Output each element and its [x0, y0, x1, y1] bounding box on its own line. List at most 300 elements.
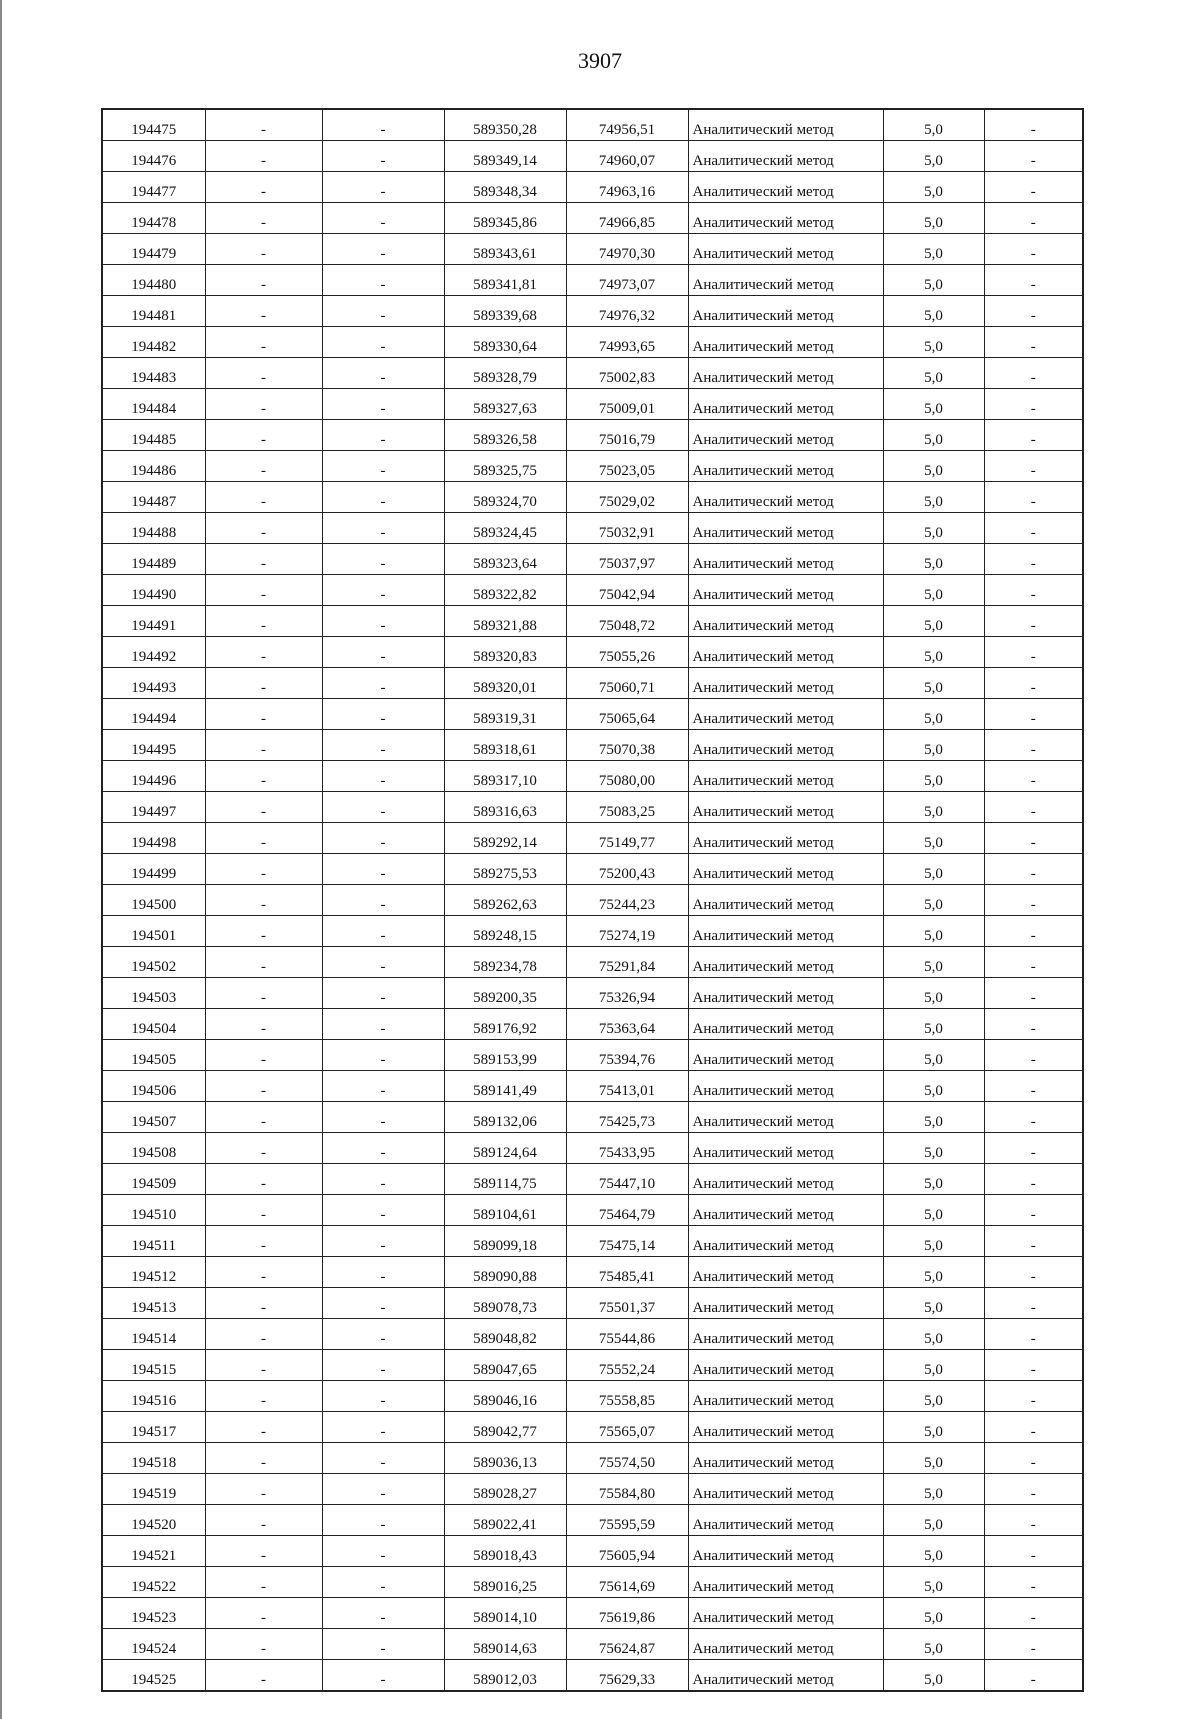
table-row — [102, 668, 1083, 699]
x-coordinate-cell: 589321,88 — [444, 606, 566, 637]
empty-cell-b: - — [322, 1598, 444, 1629]
x-coordinate-cell: 589248,15 — [444, 916, 566, 947]
table-row — [102, 234, 1083, 265]
empty-cell-c: - — [984, 761, 1083, 792]
method-cell: Аналитический метод — [688, 1319, 883, 1350]
empty-cell-c: - — [984, 792, 1083, 823]
empty-cell-c: - — [984, 420, 1083, 451]
point-number-cell: 194481 — [102, 296, 205, 327]
empty-cell-a: - — [205, 1474, 322, 1505]
method-cell: Аналитический метод — [688, 234, 883, 265]
table-row — [102, 606, 1083, 637]
empty-cell-c: - — [984, 823, 1083, 854]
accuracy-cell: 5,0 — [883, 420, 984, 451]
method-cell: Аналитический метод — [688, 172, 883, 203]
y-coordinate-cell: 75023,05 — [566, 451, 688, 482]
empty-cell-b: - — [322, 1195, 444, 1226]
empty-cell-a: - — [205, 1536, 322, 1567]
empty-cell-c: - — [984, 668, 1083, 699]
x-coordinate-cell: 589028,27 — [444, 1474, 566, 1505]
empty-cell-a: - — [205, 1133, 322, 1164]
accuracy-cell: 5,0 — [883, 730, 984, 761]
table-row — [102, 172, 1083, 203]
empty-cell-a: - — [205, 109, 322, 141]
accuracy-cell: 5,0 — [883, 854, 984, 885]
y-coordinate-cell: 75614,69 — [566, 1567, 688, 1598]
y-coordinate-cell: 75629,33 — [566, 1660, 688, 1692]
y-coordinate-cell: 75060,71 — [566, 668, 688, 699]
empty-cell-a: - — [205, 296, 322, 327]
accuracy-cell: 5,0 — [883, 978, 984, 1009]
point-number-cell: 194487 — [102, 482, 205, 513]
method-cell: Аналитический метод — [688, 1567, 883, 1598]
method-cell: Аналитический метод — [688, 1133, 883, 1164]
table-row — [102, 730, 1083, 761]
accuracy-cell: 5,0 — [883, 1288, 984, 1319]
empty-cell-b: - — [322, 1133, 444, 1164]
method-cell: Аналитический метод — [688, 792, 883, 823]
table-row — [102, 761, 1083, 792]
y-coordinate-cell: 75048,72 — [566, 606, 688, 637]
table-row — [102, 1660, 1083, 1692]
method-cell: Аналитический метод — [688, 823, 883, 854]
accuracy-cell: 5,0 — [883, 109, 984, 141]
table-row — [102, 978, 1083, 1009]
table-row — [102, 916, 1083, 947]
empty-cell-a: - — [205, 1319, 322, 1350]
empty-cell-a: - — [205, 854, 322, 885]
accuracy-cell: 5,0 — [883, 1133, 984, 1164]
method-cell: Аналитический метод — [688, 1505, 883, 1536]
empty-cell-c: - — [984, 1102, 1083, 1133]
method-cell: Аналитический метод — [688, 1288, 883, 1319]
x-coordinate-cell: 589046,16 — [444, 1381, 566, 1412]
y-coordinate-cell: 74976,32 — [566, 296, 688, 327]
empty-cell-c: - — [984, 947, 1083, 978]
accuracy-cell: 5,0 — [883, 451, 984, 482]
x-coordinate-cell: 589327,63 — [444, 389, 566, 420]
empty-cell-a: - — [205, 978, 322, 1009]
method-cell: Аналитический метод — [688, 1598, 883, 1629]
method-cell: Аналитический метод — [688, 296, 883, 327]
x-coordinate-cell: 589330,64 — [444, 327, 566, 358]
y-coordinate-cell: 75080,00 — [566, 761, 688, 792]
empty-cell-b: - — [322, 1474, 444, 1505]
empty-cell-b: - — [322, 1660, 444, 1692]
y-coordinate-cell: 74966,85 — [566, 203, 688, 234]
empty-cell-a: - — [205, 1164, 322, 1195]
accuracy-cell: 5,0 — [883, 1319, 984, 1350]
table-row — [102, 203, 1083, 234]
empty-cell-c: - — [984, 1629, 1083, 1660]
y-coordinate-cell: 75070,38 — [566, 730, 688, 761]
point-number-cell: 194493 — [102, 668, 205, 699]
method-cell: Аналитический метод — [688, 1226, 883, 1257]
method-cell: Аналитический метод — [688, 1629, 883, 1660]
y-coordinate-cell: 74993,65 — [566, 327, 688, 358]
empty-cell-b: - — [322, 637, 444, 668]
y-coordinate-cell: 75574,50 — [566, 1443, 688, 1474]
accuracy-cell: 5,0 — [883, 1536, 984, 1567]
method-cell: Аналитический метод — [688, 513, 883, 544]
table-row — [102, 1350, 1083, 1381]
empty-cell-c: - — [984, 1226, 1083, 1257]
x-coordinate-cell: 589343,61 — [444, 234, 566, 265]
empty-cell-b: - — [322, 109, 444, 141]
empty-cell-a: - — [205, 916, 322, 947]
point-number-cell: 194499 — [102, 854, 205, 885]
y-coordinate-cell: 75029,02 — [566, 482, 688, 513]
y-coordinate-cell: 75149,77 — [566, 823, 688, 854]
x-coordinate-cell: 589348,34 — [444, 172, 566, 203]
empty-cell-a: - — [205, 699, 322, 730]
x-coordinate-cell: 589018,43 — [444, 1536, 566, 1567]
empty-cell-c: - — [984, 854, 1083, 885]
y-coordinate-cell: 75291,84 — [566, 947, 688, 978]
y-coordinate-cell: 75032,91 — [566, 513, 688, 544]
table-row — [102, 1288, 1083, 1319]
empty-cell-a: - — [205, 358, 322, 389]
empty-cell-c: - — [984, 544, 1083, 575]
point-number-cell: 194521 — [102, 1536, 205, 1567]
empty-cell-c: - — [984, 1505, 1083, 1536]
method-cell: Аналитический метод — [688, 1350, 883, 1381]
table-row — [102, 699, 1083, 730]
empty-cell-a: - — [205, 389, 322, 420]
empty-cell-b: - — [322, 389, 444, 420]
y-coordinate-cell: 75595,59 — [566, 1505, 688, 1536]
accuracy-cell: 5,0 — [883, 1040, 984, 1071]
table-row — [102, 513, 1083, 544]
empty-cell-c: - — [984, 1660, 1083, 1692]
method-cell: Аналитический метод — [688, 1381, 883, 1412]
empty-cell-c: - — [984, 1381, 1083, 1412]
table-row — [102, 947, 1083, 978]
empty-cell-b: - — [322, 141, 444, 172]
method-cell: Аналитический метод — [688, 203, 883, 234]
empty-cell-c: - — [984, 1040, 1083, 1071]
table-row — [102, 1412, 1083, 1443]
point-number-cell: 194505 — [102, 1040, 205, 1071]
point-number-cell: 194518 — [102, 1443, 205, 1474]
table-row — [102, 1567, 1083, 1598]
page-number: 3907 — [578, 48, 622, 73]
point-number-cell: 194507 — [102, 1102, 205, 1133]
empty-cell-b: - — [322, 668, 444, 699]
empty-cell-a: - — [205, 1350, 322, 1381]
accuracy-cell: 5,0 — [883, 482, 984, 513]
y-coordinate-cell: 75200,43 — [566, 854, 688, 885]
method-cell: Аналитический метод — [688, 109, 883, 141]
x-coordinate-cell: 589322,82 — [444, 575, 566, 606]
y-coordinate-cell: 75565,07 — [566, 1412, 688, 1443]
y-coordinate-cell: 75055,26 — [566, 637, 688, 668]
empty-cell-b: - — [322, 1505, 444, 1536]
accuracy-cell: 5,0 — [883, 1598, 984, 1629]
accuracy-cell: 5,0 — [883, 1505, 984, 1536]
point-number-cell: 194479 — [102, 234, 205, 265]
empty-cell-a: - — [205, 823, 322, 854]
empty-cell-b: - — [322, 482, 444, 513]
point-number-cell: 194482 — [102, 327, 205, 358]
empty-cell-a: - — [205, 1071, 322, 1102]
table-row — [102, 296, 1083, 327]
x-coordinate-cell: 589141,49 — [444, 1071, 566, 1102]
table-row — [102, 792, 1083, 823]
x-coordinate-cell: 589132,06 — [444, 1102, 566, 1133]
empty-cell-a: - — [205, 668, 322, 699]
empty-cell-b: - — [322, 1443, 444, 1474]
point-number-cell: 194516 — [102, 1381, 205, 1412]
x-coordinate-cell: 589090,88 — [444, 1257, 566, 1288]
point-number-cell: 194500 — [102, 885, 205, 916]
empty-cell-c: - — [984, 637, 1083, 668]
x-coordinate-cell: 589047,65 — [444, 1350, 566, 1381]
accuracy-cell: 5,0 — [883, 761, 984, 792]
x-coordinate-cell: 589324,70 — [444, 482, 566, 513]
empty-cell-c: - — [984, 1195, 1083, 1226]
accuracy-cell: 5,0 — [883, 1226, 984, 1257]
point-number-cell: 194515 — [102, 1350, 205, 1381]
empty-cell-b: - — [322, 606, 444, 637]
accuracy-cell: 5,0 — [883, 1164, 984, 1195]
x-coordinate-cell: 589292,14 — [444, 823, 566, 854]
x-coordinate-cell: 589012,03 — [444, 1660, 566, 1692]
table-row — [102, 1629, 1083, 1660]
x-coordinate-cell: 589326,58 — [444, 420, 566, 451]
y-coordinate-cell: 75464,79 — [566, 1195, 688, 1226]
accuracy-cell: 5,0 — [883, 544, 984, 575]
empty-cell-c: - — [984, 1288, 1083, 1319]
empty-cell-b: - — [322, 1009, 444, 1040]
method-cell: Аналитический метод — [688, 358, 883, 389]
x-coordinate-cell: 589349,14 — [444, 141, 566, 172]
coordinates-table-body — [102, 109, 1083, 1691]
empty-cell-a: - — [205, 420, 322, 451]
table-row — [102, 482, 1083, 513]
table-row — [102, 823, 1083, 854]
empty-cell-c: - — [984, 1598, 1083, 1629]
x-coordinate-cell: 589319,31 — [444, 699, 566, 730]
y-coordinate-cell: 75037,97 — [566, 544, 688, 575]
method-cell: Аналитический метод — [688, 1443, 883, 1474]
point-number-cell: 194514 — [102, 1319, 205, 1350]
empty-cell-b: - — [322, 1319, 444, 1350]
x-coordinate-cell: 589325,75 — [444, 451, 566, 482]
empty-cell-c: - — [984, 1319, 1083, 1350]
x-coordinate-cell: 589328,79 — [444, 358, 566, 389]
empty-cell-c: - — [984, 358, 1083, 389]
y-coordinate-cell: 75363,64 — [566, 1009, 688, 1040]
x-coordinate-cell: 589345,86 — [444, 203, 566, 234]
empty-cell-b: - — [322, 792, 444, 823]
empty-cell-a: - — [205, 637, 322, 668]
table-row — [102, 854, 1083, 885]
point-number-cell: 194497 — [102, 792, 205, 823]
method-cell: Аналитический метод — [688, 854, 883, 885]
table-row — [102, 1598, 1083, 1629]
empty-cell-b: - — [322, 978, 444, 1009]
y-coordinate-cell: 75326,94 — [566, 978, 688, 1009]
x-coordinate-cell: 589124,64 — [444, 1133, 566, 1164]
accuracy-cell: 5,0 — [883, 203, 984, 234]
empty-cell-c: - — [984, 1071, 1083, 1102]
empty-cell-c: - — [984, 141, 1083, 172]
x-coordinate-cell: 589014,10 — [444, 1598, 566, 1629]
point-number-cell: 194524 — [102, 1629, 205, 1660]
empty-cell-c: - — [984, 978, 1083, 1009]
empty-cell-b: - — [322, 420, 444, 451]
empty-cell-c: - — [984, 1536, 1083, 1567]
table-row — [102, 1381, 1083, 1412]
empty-cell-c: - — [984, 730, 1083, 761]
point-number-cell: 194517 — [102, 1412, 205, 1443]
y-coordinate-cell: 74963,16 — [566, 172, 688, 203]
y-coordinate-cell: 75501,37 — [566, 1288, 688, 1319]
point-number-cell: 194510 — [102, 1195, 205, 1226]
table-row — [102, 1040, 1083, 1071]
point-number-cell: 194475 — [102, 109, 205, 141]
x-coordinate-cell: 589323,64 — [444, 544, 566, 575]
empty-cell-b: - — [322, 1164, 444, 1195]
x-coordinate-cell: 589014,63 — [444, 1629, 566, 1660]
x-coordinate-cell: 589104,61 — [444, 1195, 566, 1226]
point-number-cell: 194491 — [102, 606, 205, 637]
table-row — [102, 885, 1083, 916]
accuracy-cell: 5,0 — [883, 1629, 984, 1660]
accuracy-cell: 5,0 — [883, 1071, 984, 1102]
x-coordinate-cell: 589275,53 — [444, 854, 566, 885]
empty-cell-b: - — [322, 575, 444, 606]
empty-cell-a: - — [205, 1412, 322, 1443]
empty-cell-a: - — [205, 203, 322, 234]
table-row — [102, 358, 1083, 389]
table-row — [102, 451, 1083, 482]
table-row — [102, 575, 1083, 606]
empty-cell-c: - — [984, 451, 1083, 482]
empty-cell-a: - — [205, 730, 322, 761]
empty-cell-a: - — [205, 451, 322, 482]
method-cell: Аналитический метод — [688, 730, 883, 761]
empty-cell-a: - — [205, 141, 322, 172]
x-coordinate-cell: 589176,92 — [444, 1009, 566, 1040]
empty-cell-c: - — [984, 513, 1083, 544]
method-cell: Аналитический метод — [688, 637, 883, 668]
accuracy-cell: 5,0 — [883, 1350, 984, 1381]
empty-cell-c: - — [984, 389, 1083, 420]
y-coordinate-cell: 75016,79 — [566, 420, 688, 451]
y-coordinate-cell: 75558,85 — [566, 1381, 688, 1412]
x-coordinate-cell: 589317,10 — [444, 761, 566, 792]
method-cell: Аналитический метод — [688, 606, 883, 637]
empty-cell-b: - — [322, 947, 444, 978]
y-coordinate-cell: 75413,01 — [566, 1071, 688, 1102]
accuracy-cell: 5,0 — [883, 513, 984, 544]
empty-cell-a: - — [205, 1629, 322, 1660]
empty-cell-b: - — [322, 699, 444, 730]
x-coordinate-cell: 589320,01 — [444, 668, 566, 699]
accuracy-cell: 5,0 — [883, 885, 984, 916]
empty-cell-a: - — [205, 265, 322, 296]
empty-cell-b: - — [322, 1226, 444, 1257]
empty-cell-b: - — [322, 203, 444, 234]
accuracy-cell: 5,0 — [883, 296, 984, 327]
y-coordinate-cell: 75584,80 — [566, 1474, 688, 1505]
point-number-cell: 194520 — [102, 1505, 205, 1536]
empty-cell-a: - — [205, 761, 322, 792]
empty-cell-a: - — [205, 947, 322, 978]
empty-cell-a: - — [205, 1040, 322, 1071]
method-cell: Аналитический метод — [688, 1009, 883, 1040]
y-coordinate-cell: 75002,83 — [566, 358, 688, 389]
accuracy-cell: 5,0 — [883, 1443, 984, 1474]
table-row — [102, 637, 1083, 668]
y-coordinate-cell: 75274,19 — [566, 916, 688, 947]
point-number-cell: 194494 — [102, 699, 205, 730]
empty-cell-a: - — [205, 1505, 322, 1536]
empty-cell-c: - — [984, 1164, 1083, 1195]
empty-cell-a: - — [205, 606, 322, 637]
method-cell: Аналитический метод — [688, 1164, 883, 1195]
empty-cell-a: - — [205, 482, 322, 513]
x-coordinate-cell: 589262,63 — [444, 885, 566, 916]
accuracy-cell: 5,0 — [883, 947, 984, 978]
x-coordinate-cell: 589350,28 — [444, 109, 566, 141]
table-row — [102, 389, 1083, 420]
empty-cell-b: - — [322, 1350, 444, 1381]
empty-cell-a: - — [205, 1009, 322, 1040]
method-cell: Аналитический метод — [688, 451, 883, 482]
table-row — [102, 1319, 1083, 1350]
table-row — [102, 1071, 1083, 1102]
empty-cell-b: - — [322, 544, 444, 575]
y-coordinate-cell: 75619,86 — [566, 1598, 688, 1629]
empty-cell-c: - — [984, 172, 1083, 203]
point-number-cell: 194513 — [102, 1288, 205, 1319]
empty-cell-c: - — [984, 1412, 1083, 1443]
table-row — [102, 141, 1083, 172]
empty-cell-b: - — [322, 358, 444, 389]
empty-cell-a: - — [205, 885, 322, 916]
accuracy-cell: 5,0 — [883, 1195, 984, 1226]
x-coordinate-cell: 589099,18 — [444, 1226, 566, 1257]
point-number-cell: 194478 — [102, 203, 205, 234]
method-cell: Аналитический метод — [688, 1040, 883, 1071]
empty-cell-c: - — [984, 916, 1083, 947]
empty-cell-c: - — [984, 1009, 1083, 1040]
empty-cell-c: - — [984, 1474, 1083, 1505]
point-number-cell: 194519 — [102, 1474, 205, 1505]
method-cell: Аналитический метод — [688, 544, 883, 575]
accuracy-cell: 5,0 — [883, 141, 984, 172]
x-coordinate-cell: 589234,78 — [444, 947, 566, 978]
x-coordinate-cell: 589016,25 — [444, 1567, 566, 1598]
point-number-cell: 194506 — [102, 1071, 205, 1102]
point-number-cell: 194480 — [102, 265, 205, 296]
y-coordinate-cell: 75244,23 — [566, 885, 688, 916]
method-cell: Аналитический метод — [688, 1474, 883, 1505]
accuracy-cell: 5,0 — [883, 1567, 984, 1598]
y-coordinate-cell: 75083,25 — [566, 792, 688, 823]
x-coordinate-cell: 589339,68 — [444, 296, 566, 327]
method-cell: Аналитический метод — [688, 327, 883, 358]
accuracy-cell: 5,0 — [883, 1474, 984, 1505]
accuracy-cell: 5,0 — [883, 265, 984, 296]
table-row — [102, 1536, 1083, 1567]
table-row — [102, 1443, 1083, 1474]
x-coordinate-cell: 589318,61 — [444, 730, 566, 761]
empty-cell-a: - — [205, 234, 322, 265]
